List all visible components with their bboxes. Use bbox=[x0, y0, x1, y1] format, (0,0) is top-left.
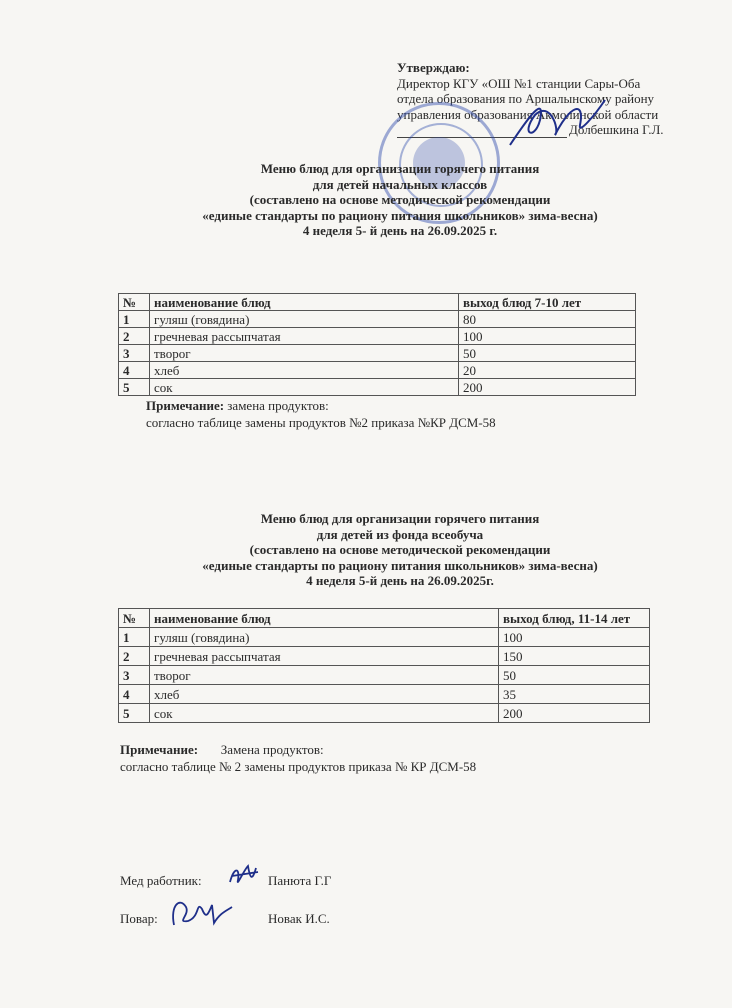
row-yield: 100 bbox=[459, 328, 636, 345]
note-line2: согласно таблице № 2 замены продуктов приказа № КР ДСМ-58 bbox=[120, 759, 477, 774]
med-worker-label: Мед работник: bbox=[120, 873, 202, 888]
row-yield: 200 bbox=[459, 379, 636, 396]
row-dish: сок bbox=[150, 704, 499, 723]
row-yield: 50 bbox=[459, 345, 636, 362]
table-row bbox=[119, 704, 650, 723]
approval-line-2: отдела образования по Аршалынскому району bbox=[397, 91, 655, 106]
row-dish: гуляш (говядина) bbox=[150, 311, 459, 328]
med-worker-name: Панюта Г.Г bbox=[268, 873, 332, 888]
row-num: 3 bbox=[119, 345, 150, 362]
row-dish: творог bbox=[150, 666, 499, 685]
table-row bbox=[119, 379, 636, 396]
menu2-note bbox=[120, 741, 476, 775]
menu2-title-line: для детей из фонда всеобуча bbox=[316, 526, 484, 542]
approval-line-1: Директор КГУ «ОШ №1 станции Сары-Оба bbox=[397, 75, 641, 91]
row-yield: 200 bbox=[499, 704, 650, 723]
row-dish: гречневая рассыпчатая bbox=[150, 328, 459, 345]
menu1-note bbox=[146, 397, 496, 431]
menu2-title bbox=[140, 511, 660, 589]
note-label: Примечание: bbox=[120, 742, 199, 757]
note-label: Примечание: bbox=[146, 398, 225, 413]
row-num: 1 bbox=[119, 628, 150, 647]
table-row bbox=[119, 647, 650, 666]
cook-signature-icon bbox=[166, 895, 236, 931]
row-dish: хлеб bbox=[150, 362, 459, 379]
row-num: 2 bbox=[119, 328, 150, 345]
table-row bbox=[119, 328, 636, 345]
menu2-title-line: «единые стандарты по рациону питания школьников» зима-весна) bbox=[202, 557, 598, 573]
med-worker-signature-icon bbox=[226, 862, 262, 892]
row-num: 5 bbox=[119, 704, 150, 723]
row-yield: 80 bbox=[459, 311, 636, 328]
row-dish: творог bbox=[150, 345, 459, 362]
menu1-title-line: 4 неделя 5- й день на 26.09.2025 г. bbox=[302, 223, 498, 238]
row-yield: 150 bbox=[499, 647, 650, 666]
column-header-name: наименование блюд bbox=[150, 294, 459, 311]
row-num: 4 bbox=[119, 685, 150, 704]
column-header-yield: выход блюд, 11-14 лет bbox=[499, 609, 650, 628]
note-text: замена продуктов: bbox=[224, 398, 329, 413]
menu1-title-line: (составлено на основе методической рекомендации bbox=[249, 192, 551, 207]
column-header-yield: выход блюд 7-10 лет bbox=[459, 294, 636, 311]
column-header-num: № bbox=[119, 609, 150, 628]
row-num: 5 bbox=[119, 379, 150, 396]
row-dish: хлеб bbox=[150, 685, 499, 704]
row-dish: сок bbox=[150, 379, 459, 396]
director-signature-icon bbox=[500, 95, 610, 150]
row-num: 3 bbox=[119, 666, 150, 685]
menu2-title-line: (составлено на основе методической рекомендации bbox=[249, 542, 551, 557]
table-row bbox=[119, 362, 636, 379]
approval-signatory: Долбешкина Г.Л. bbox=[569, 122, 664, 137]
menu1-title-line: Меню блюд для организации горячего питания bbox=[260, 161, 540, 176]
row-yield: 20 bbox=[459, 362, 636, 379]
row-num: 4 bbox=[119, 362, 150, 379]
row-dish: гречневая рассыпчатая bbox=[150, 647, 499, 666]
note-line2: согласно таблице замены продуктов №2 приказа №КР ДСМ-58 bbox=[146, 415, 496, 430]
menu2-title-line: 4 неделя 5-й день на 26.09.2025г. bbox=[306, 573, 494, 588]
row-dish: гуляш (говядина) bbox=[150, 628, 499, 647]
table-row bbox=[119, 685, 650, 704]
menu1-title-line: «единые стандарты по рациону питания школьников» зима-весна) bbox=[202, 207, 598, 223]
row-yield: 35 bbox=[499, 685, 650, 704]
cook-name: Новак И.С. bbox=[268, 911, 330, 926]
table-row bbox=[119, 628, 650, 647]
table-row bbox=[119, 311, 636, 328]
menu1-table bbox=[118, 293, 636, 396]
cook-label: Повар: bbox=[120, 911, 158, 926]
table-header-row bbox=[119, 609, 650, 628]
table-header-row bbox=[119, 294, 636, 311]
menu1-title bbox=[150, 161, 650, 239]
menu1-title-line: для детей начальных классов bbox=[312, 176, 488, 192]
menu2-table bbox=[118, 608, 650, 723]
approval-heading: Утверждаю: bbox=[397, 60, 470, 75]
menu2-title-line: Меню блюд для организации горячего питания bbox=[260, 511, 540, 526]
approval-line-3: управления образования Акмолинской области bbox=[397, 106, 659, 122]
column-header-num: № bbox=[119, 294, 150, 311]
row-yield: 100 bbox=[499, 628, 650, 647]
row-yield: 50 bbox=[499, 666, 650, 685]
row-num: 2 bbox=[119, 647, 150, 666]
table-row bbox=[119, 345, 636, 362]
note-text: Замена продуктов: bbox=[198, 742, 324, 757]
row-num: 1 bbox=[119, 311, 150, 328]
column-header-name: наименование блюд bbox=[150, 609, 499, 628]
table-row bbox=[119, 666, 650, 685]
